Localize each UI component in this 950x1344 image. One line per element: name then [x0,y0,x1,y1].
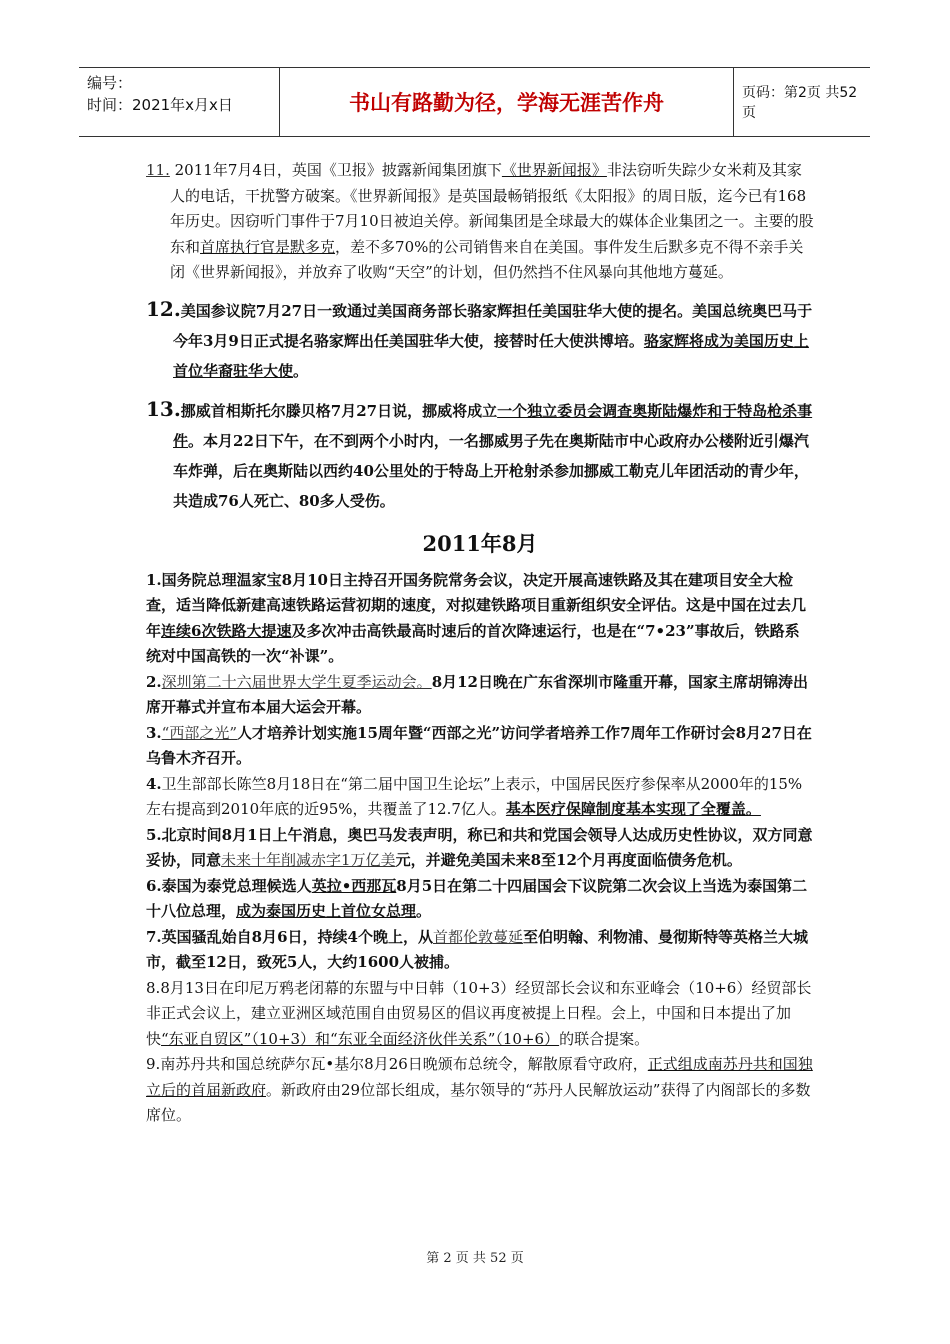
document-body [146,158,814,1129]
list-item: 9.南苏丹共和国总统萨尔瓦•基尔8月26日晚颁布总统令，解散原看守政府，正式组成南苏丹共和国独立后的首届新政府。新政府由29位部长组成，基尔领导的“苏丹人民解放运动”获得了内阁部长的多数席位。 [146,1055,813,1124]
link-ceo[interactable]: 首席执行官是默多克 [200,237,336,256]
list-item: 2.深圳第二十六届世界大学生夏季运动会。8月12日晚在广东省深圳市隆重开幕，国家主席胡锦涛出席开幕式并宣布本届大运会开幕。 [146,672,809,716]
header-page-label: 页码：第2页 共52页 [742,85,858,121]
month-heading: 2011年8月 [422,530,538,556]
link-west-light[interactable]: “西部之光” [161,723,238,742]
item-number: 12. [146,296,181,321]
link-yingluck[interactable]: 英拉•西那瓦 [311,876,397,895]
header-motto: 书山有路勤为径，学海无涯苦作舟 [279,68,734,136]
page-footer: 第 2 页 共 52 页 [426,1251,524,1266]
list-item: 6.泰国为泰党总理候选人英拉•西那瓦8月5日在第二十四届国会下议院第二次会议上当选为泰国第二十八位总理，成为泰国历史上首位女总理。 [146,876,808,920]
item-number: 11. [146,161,170,179]
time-label: 时间：2021年x月x日 [87,96,233,114]
list-item: 1.国务院总理温家宝8月10日主持召开国务院常务会议，决定开展高速铁路及其在建项目安全大检查，适当降低新建高速铁路运营初期的速度，对拟建铁路项目重新组织安全评估。这是中国在过去几年连续6次铁路大提速及多次冲击高铁最高时速后的首次降速运行，也是在“7•23”事故后，铁路系统对中国高铁的一次“补课”。 [146,570,807,665]
list-item: 12.美国参议院7月27日一致通过美国商务部长骆家辉担任美国驻华大使的提名。美国总统奥巴马于今年3月9日正式提名骆家辉出任美国驻华大使，接替时任大使洪博培。骆家辉将成为美国历史上首位华裔驻华大使。 [146,296,813,380]
link-universiade[interactable]: 深圳第二十六届世界大学生夏季运动会。 [161,672,432,691]
list-item: 13.挪威首相斯托尔滕贝格7月27日说，挪威将成立一个独立委员会调查奥斯陆爆炸和于特岛枪杀事件。本月22日下午，在不到两个小时内，一名挪威男子先在奥斯陆市中心政府办公楼附近引爆汽车炸弹，后在奥斯陆以西约40公里处的于特岛上开枪射杀参加挪威工勒克儿年团活动的青少年，共造成76人死亡、80多人受伤。 [146,396,813,510]
page-header [79,67,870,137]
link-world-news[interactable]: 《世界新闻报》 [501,161,607,179]
list-item: 3.“西部之光”人才培养计划实施15周年暨“西部之光”访问学者培养工作7周年工作研讨会8月27日在乌鲁木齐召开。 [146,723,812,767]
item-number: 13. [146,396,181,421]
number-label: 编号： [87,74,133,92]
list-item: 4.卫生部部长陈竺8月18日在“第二届中国卫生论坛”上表示，中国居民医疗参保率从2000年的15%左右提高到2010年底的近95%，共覆盖了12.7亿人。基本医疗保障制度基本实现了全覆盖。 [146,774,803,818]
list-item: 8.8月13日在印尼万鸦老闭幕的东盟与中日韩（10+3）经贸部长会议和东亚峰会（10+6）经贸部长非正式会议上，建立亚洲区域范围自由贸易区的倡议再度被提上日程。会上，中国和日本提出了加快“东亚自贸区”（10+3）和“东亚全面经济伙伴关系”（10+6）的联合提案。 [146,978,812,1048]
august-section [146,568,814,1129]
link-deficit[interactable]: 未来十年削减赤字1万亿美 [221,851,396,869]
list-item: 11. 2011年7月4日，英国《卫报》披露新闻集团旗下《世界新闻报》非法窃听失踪少女米莉及其家人的电话，干扰警方破案。《世界新闻报》是英国最畅销报纸《太阳报》的周日版，迄今已有168年历史。因窃听门事件于7月10日被迫关停。新闻集团是全球最大的媒体企业集团之一。主要的股东和首席执行官是默多克，差不多70%的公司销售来自在美国。事件发生后默多克不得不亲手关闭《世界新闻报》，并放弃了收购“天空”的计划，但仍然挡不住风暴向其他地方蔓延。 [146,161,814,281]
list-item: 7.英国骚乱始自8月6日，持续4个晚上，从首都伦敦蔓延至伯明翰、利物浦、曼彻斯特等英格兰大城市，截至12日，致死5人，大约1600人被捕。 [146,927,809,971]
link-london[interactable]: 首都伦敦蔓延 [433,927,524,946]
list-item: 5.北京时间8月1日上午消息，奥巴马发表声明，称已和共和党国会领导人达成历史性协议，双方同意妥协，同意未来十年削减赤字1万亿美元，并避免美国未来8至12个月再度面临债务危机。 [146,825,813,869]
header-meta [79,68,279,136]
